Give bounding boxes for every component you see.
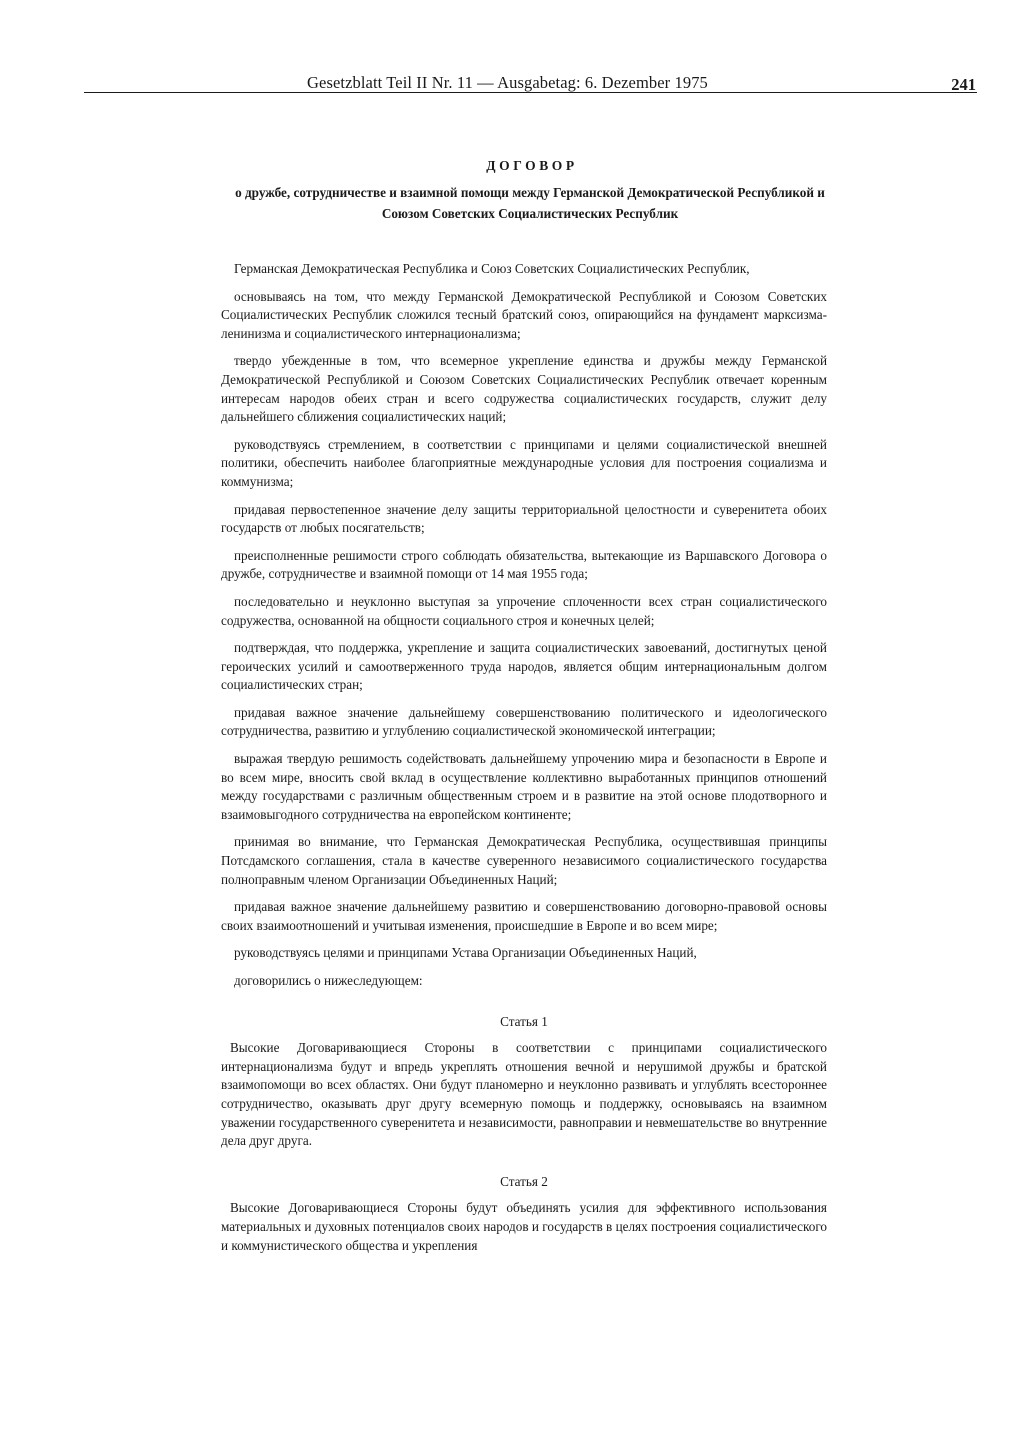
article-2-text: Высокие Договаривающиеся Стороны будут объединять усилия для эффективного использования материальных и духовных потенциалов своих народов и государств в целях построения социалистического и коммунистического общества и укрепления [221, 1200, 827, 1253]
treaty-body [221, 260, 827, 1264]
preamble-paragraph: договорились о нижеследующем: [234, 973, 423, 988]
header-rule [84, 92, 977, 93]
preamble-paragraph: последовательно и неуклонно выступая за упрочение сплоченности всех стран социалистического содружества, основанной на общности социального строя и конечных целей; [221, 593, 827, 628]
preamble-paragraph: придавая важное значение дальнейшему развитию и совершенствованию договорно-правовой основы своих взаимоотношений и учитывая изменения, происшедшие в Европе и во всем мире; [221, 899, 827, 933]
article-2-heading: Статья 2 [500, 1173, 548, 1189]
preamble-paragraph: выражая твердую решимость содействовать дальнейшему упрочению мира и безопасности в Европе и во всем мире, вносить свой вклад в осуществление коллективно выработанных принципов отношений между государствами с различным общественным строем и в развитие на этой основе плодотворного и взаимовыгодного сотрудничества на европейском континенте; [221, 751, 827, 822]
preamble-paragraph: принимая во внимание, что Германская Демократическая Республика, осуществившая принципы Потсдамского соглашения, стала в качестве суверенного независимого социалистического государства полноправным членом Организации Объединенных Наций; [221, 834, 827, 887]
preamble-paragraph: преисполненные решимости строго соблюдать обязательства, вытекающие из Варшавского Договора о дружбе, сотрудничестве и взаимной помощи от 14 мая 1955 года; [221, 547, 827, 582]
article-1-text: Высокие Договаривающиеся Стороны в соответствии с принципами социалистического интернационализма будут и впредь укреплять отношения вечной и нерушимой дружбы и братской взаимопомощи во всех областях. Они будут планомерно и неуклонно развивать и углублять всестороннее сотрудничество, оказывать друг другу всемерную помощь и поддержку, основываясь на взаимном уважении государственного суверенитета и независимости, равноправии и невмешательстве во внутренние дела друг друга. [221, 1040, 827, 1149]
preamble-paragraph: придавая важное значение дальнейшему совершенствованию политического и идеологического сотрудничества, развитию и углублению социалистической экономической интеграции; [221, 704, 827, 739]
article-1-heading: Статья 1 [500, 1013, 548, 1029]
preamble-paragraph: руководствуясь целями и принципами Устава Организации Объединенных Наций, [234, 945, 697, 961]
preamble-paragraph: руководствуясь стремлением, в соответствии с принципами и целями социалистической внешней политики, обеспечить наиболее благоприятные международные условия для построения социализма и коммунизма; [221, 436, 827, 489]
preamble-paragraph: основываясь на том, что между Германской Демократической Республикой и Союзом Советских Социалистических Республик сложился тесный братский союз, опирающийся на фундамент марксизма-ленинизма и социалистического интернационализма; [221, 288, 827, 341]
preamble-paragraph: Германская Демократическая Республика и Союз Советских Социалистических Республик, [234, 261, 750, 276]
page-number: 241 [951, 75, 976, 94]
treaty-title: ДОГОВОР [486, 158, 578, 173]
treaty-subtitle: о дружбе, сотрудничестве и взаимной помощи между Германской Демократической Республикой и Союзом Советских Социалистических Республик [235, 185, 825, 221]
preamble-paragraph: подтверждая, что поддержка, укрепление и защита социалистических завоеваний, достигнутых ценой героических усилий и самоотверженного труда народов, является общим интернациональным долгом социалистических стран; [221, 640, 827, 693]
running-header [84, 73, 980, 97]
gazette-issue-line: Gesetzblatt Teil II Nr. 11 — Ausgabetag: 6. Dezember 1975 [307, 73, 708, 92]
preamble-paragraph: придавая первостепенное значение делу защиты территориальной целостности и суверенитета обоих государств от любых посягательств; [221, 501, 827, 536]
preamble-paragraph: твердо убежденные в том, что всемерное укрепление единства и дружбы между Германской Демократической Республикой и Союзом Советских Социалистических Республик отвечает коренным интересам народов обеих стран и всего содружества социалистических государств, служит делу дальнейшего сближения социалистических наций; [221, 353, 827, 425]
